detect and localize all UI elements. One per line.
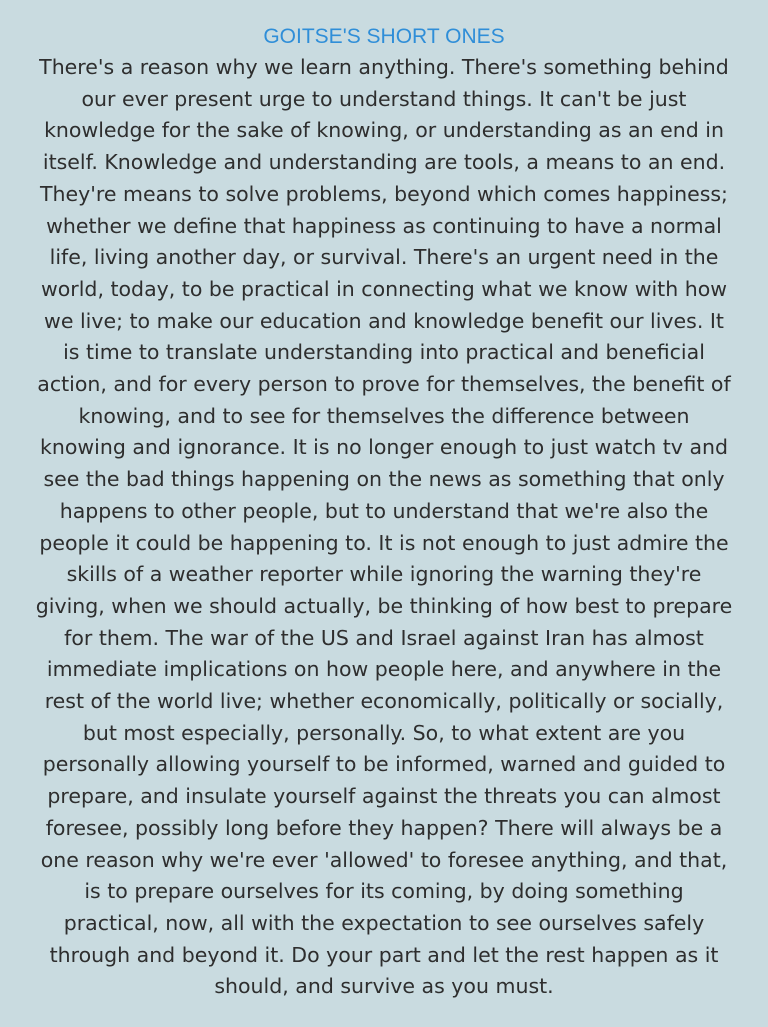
text-line: whether we define that happiness as continuing to have a normal (46, 213, 722, 238)
text-line: world, today, to be practical in connecting what we know with how (41, 276, 727, 301)
text-line: is to prepare ourselves for its coming, by doing something (84, 879, 684, 904)
text-line: knowing, and to see for themselves the difference between (78, 403, 690, 428)
text-line: should, and survive as you must. (214, 974, 554, 999)
text-line: life, living another day, or survival. There's an urgent need in the (49, 245, 719, 270)
text-line: skills of a weather reporter while ignoring the warning they're (66, 562, 702, 587)
text-line: through and beyond it. Do your part and let the rest happen as it (49, 942, 719, 967)
page-title: GOITSE'S SHORT ONES (263, 25, 505, 48)
text-line: personally allowing yourself to be informed, warned and guided to (42, 752, 726, 777)
text-line: prepare, and insulate yourself against the threats you can almost (47, 784, 721, 809)
text-line: knowledge for the sake of knowing, or understanding as an end in (44, 118, 724, 143)
text-line: There's a reason why we learn anything. There's something behind (39, 55, 729, 79)
text-line: see the bad things happening on the news as something that only (43, 467, 725, 492)
text-line: giving, when we should actually, be thinking of how best to prepare (35, 593, 733, 618)
text-line: is time to translate understanding into practical and beneficial (63, 340, 705, 365)
text-line: rest of the world live; whether economically, politically or socially, (44, 689, 724, 714)
text-line: itself. Knowledge and understanding are tools, a means to an end. (42, 150, 726, 175)
text-line: knowing and ignorance. It is no longer enough to just watch tv and (39, 435, 729, 460)
text-line: one reason why we're ever 'allowed' to foresee anything, and that, (40, 847, 728, 872)
text-line: our ever present urge to understand things. It can't be just (81, 86, 687, 111)
text-line: immediate implications on how people here, and anywhere in the (46, 657, 722, 682)
text-line: for them. The war of the US and Israel against Iran has almost (64, 625, 704, 650)
text-line: we live; to make our education and knowledge benefit our lives. It (44, 308, 724, 333)
text-line: people it could be happening to. It is not enough to just admire the (39, 530, 729, 555)
text-line: They're means to solve problems, beyond which comes happiness; (40, 181, 728, 206)
text-line: practical, now, all with the expectation to see ourselves safely (63, 910, 705, 935)
text-line: foresee, possibly long before they happen? There will always be a (45, 815, 723, 840)
text-line: action, and for every person to prove for themselves, the benefit of (37, 372, 731, 397)
text-line: happens to other people, but to understand that we're also the (59, 498, 709, 523)
text-line: but most especially, personally. So, to what extent are you (82, 720, 686, 745)
article-body (0, 52, 768, 1003)
